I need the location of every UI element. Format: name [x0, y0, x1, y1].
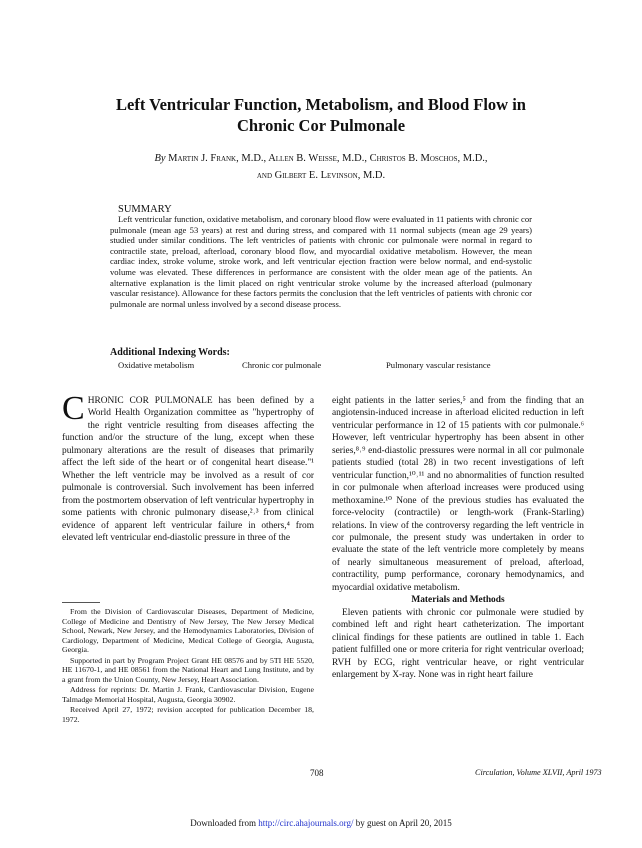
keyword-3: Pulmonary vascular resistance: [386, 360, 491, 370]
download-link[interactable]: http://circ.ahajournals.org/: [258, 818, 354, 828]
footnote-support: Supported in part by Program Project Grant HE 08576 and by 5TI HE 5520, HE 11670-1, and HE 08561 from the National Heart and Lung Institute, and by a grant from the Union County, New Jersey, Heart Association.: [62, 655, 314, 684]
journal-reference: Circulation, Volume XLVII, April 1973: [475, 768, 602, 777]
article-title: [0, 94, 642, 136]
summary-heading: SUMMARY: [118, 204, 172, 215]
download-prefix: Downloaded from: [190, 818, 256, 828]
authors-line-1: Martin J. Frank, M.D., Allen B. Weisse, M.D., Christos B. Moschos, M.D.,: [168, 153, 488, 164]
title-line-2: Chronic Cor Pulmonale: [236, 116, 406, 135]
author-list: [0, 150, 642, 184]
authors-by: By: [154, 153, 166, 164]
drop-cap: C: [62, 390, 85, 427]
keyword-2: Chronic cor pulmonale: [242, 360, 322, 370]
footnote-affiliation: From the Division of Cardiovascular Diseases, Department of Medicine, College of Medicine and Dentistry of New Jersey, The New Jersey Medical School, Newark, New Jersey, and the Hemodynamics Laboratories, Division of Cardiology, Department of Medicine, Medical College of Georgia, Augusta, Georgia.: [62, 607, 314, 654]
body-left-text: HRONIC COR PULMONALE has been defined by a World Health Organization committee as "hypertrophy of the right ventricle resulting from diseases affecting the function and/or the structure of the lung, except when these pulmonary alterations are the result of diseases that primarily affect the left side of the heart or of congenital heart disease."¹ Whether the left ventricle may be involved as a result of cor pulmonale is controversial. Such involvement has been inferred from the postmortem observation of left ventricular hypertrophy in some patients with chronic pulmonary disease,²˒³ from clinical evidence of apparent left ventricular failure in others,⁴ from elevated left ventricular end-diastolic pressure in three of the: [62, 396, 314, 543]
footnote-rule: [62, 602, 100, 603]
body-left-column: [62, 390, 314, 544]
body-right-text-1: eight patients in the latter series,⁵ and from the finding that an angiotensin-induced increase in afterload elicited reduction in left ventricular performance in 12 of 15 patients with cor pulmonale.⁶ However, left ventricular hypertrophy has been absent in other series,⁸˒⁹ end-diastolic pressures were normal in all cor pulmonale patients studied (total 28) in two recent investigations of left ventricular function,¹⁰˒¹¹ and no abnormalities of function resulted in cor pulmonale when afterload increases were produced using methoxamine.¹⁰ None of the previous studies has evaluated the force-velocity (contractile) or length-work (Frank-Starling) relations. In view of the controversy regarding the left ventricle in cor pulmonale, the present study was undertaken in order to evaluate the state of the left ventricle more completely by means of nearly simultaneous measurement of preload, afterload, contractility, pump performance, coronary hemodynamics, and myocardial oxidative metabolism.: [332, 396, 584, 593]
download-suffix: by guest on April 20, 2015: [355, 818, 452, 828]
keyword-1: Oxidative metabolism: [118, 360, 195, 370]
download-notice: [0, 818, 642, 828]
page-number: 708: [310, 768, 324, 778]
body-right-column: [332, 395, 584, 681]
summary-text: Left ventricular function, oxidative metabolism, and coronary blood flow were evaluated in 11 patients with chronic cor pulmonale (mean age 53 years) at rest and during stress, and compared with 11 normal subjects (mean age 29 years) studied under similar conditions. The left ventricles of patients with chronic cor pulmonale were normal in regard to contractile state, preload, afterload, coronary blood flow, and myocardial oxidative metabolism. However, the mean cardiac index, stroke volume, stroke work, and left ventricular ejection fraction were below normal, and end-systolic volume was elevated. These differences in performance are consistent with the older mean age of the patients. An alternative explanation is the limit placed on right ventricular stroke volume by the increased afterload (pulmonary vascular resistance). Allowance for these factors permits the conclusion that the left ventricles of patients with chronic cor pulmonale are normal unless involved by a second disease process.: [110, 214, 532, 309]
keywords-heading: Additional Indexing Words:: [110, 347, 230, 358]
body-right-text-2: Eleven patients with chronic cor pulmonale were studied by combined left and right heart catheterization. The important clinical findings for these patients are outlined in table 1. Each patient fulfilled one or more criteria for right ventricular overload; RVH by ECG, right ventricular heave, or right ventricular enlargement by X-ray. None was in right heart failure: [332, 607, 584, 680]
footnote-reprints: Address for reprints: Dr. Martin J. Frank, Cardiovascular Division, Eugene Talmadge Memorial Hospital, Augusta, Georgia 30902.: [62, 685, 314, 704]
title-line-1: Left Ventricular Function, Metabolism, and Blood Flow in: [116, 95, 526, 114]
footnote-received: Received April 27, 1972; revision accepted for publication December 18, 1972.: [62, 705, 314, 724]
footnotes: [62, 607, 314, 725]
section-heading: Materials and Methods: [411, 595, 505, 606]
authors-line-2: and Gilbert E. Levinson, M.D.: [256, 170, 386, 181]
